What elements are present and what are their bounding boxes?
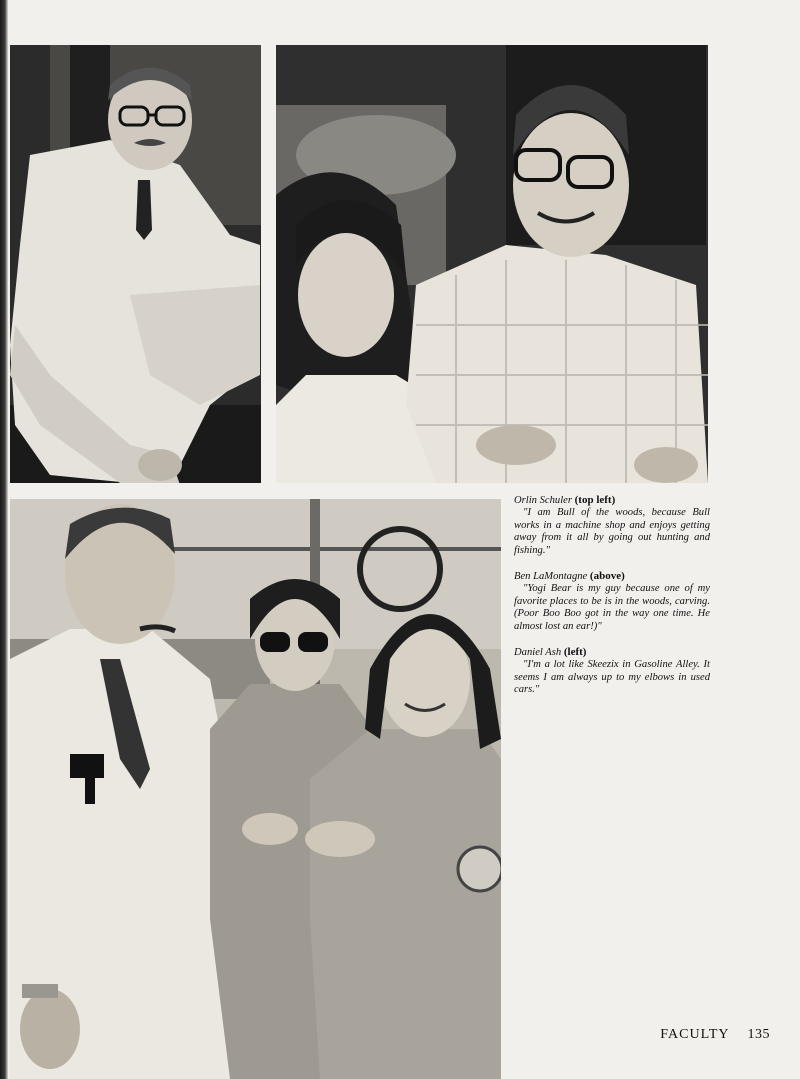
caption-name: Orlin Schuler: [514, 495, 572, 506]
page-footer: [660, 1027, 770, 1043]
caption-quote: "I'm a lot like Skeezix in Gasoline Alley. It seems I am always up to my elbows in used cars.": [514, 659, 710, 696]
photo-daniel-ash: [10, 499, 501, 1079]
caption-column: [514, 494, 710, 710]
photo-orlin-schuler: [10, 45, 261, 483]
caption-quote: "Yogi Bear is my guy because one of my favorite places to be is in the woods, carving. (Poor Boo Boo got in the way one time. He almost lost an ear!)": [514, 583, 710, 632]
section-label: FACULTY: [660, 1027, 730, 1042]
caption-daniel-ash: [514, 646, 710, 697]
page-binding-edge: [0, 0, 8, 1079]
caption-ben-lamontagne: [514, 570, 710, 633]
caption-position: (top left): [574, 494, 616, 506]
caption-name: Ben LaMontagne: [514, 571, 588, 583]
caption-position: (left): [563, 646, 587, 659]
photo-ben-lamontagne: [276, 45, 708, 483]
caption-name: Daniel Ash: [514, 647, 562, 659]
caption-quote: "I am Bull of the woods, because Bull works in a machine shop and enjoys getting away from it all by going out hunting and fishing.": [514, 507, 710, 556]
caption-position: (above): [589, 570, 625, 583]
page-number: 135: [747, 1027, 770, 1042]
caption-orlin-schuler: [514, 494, 710, 557]
